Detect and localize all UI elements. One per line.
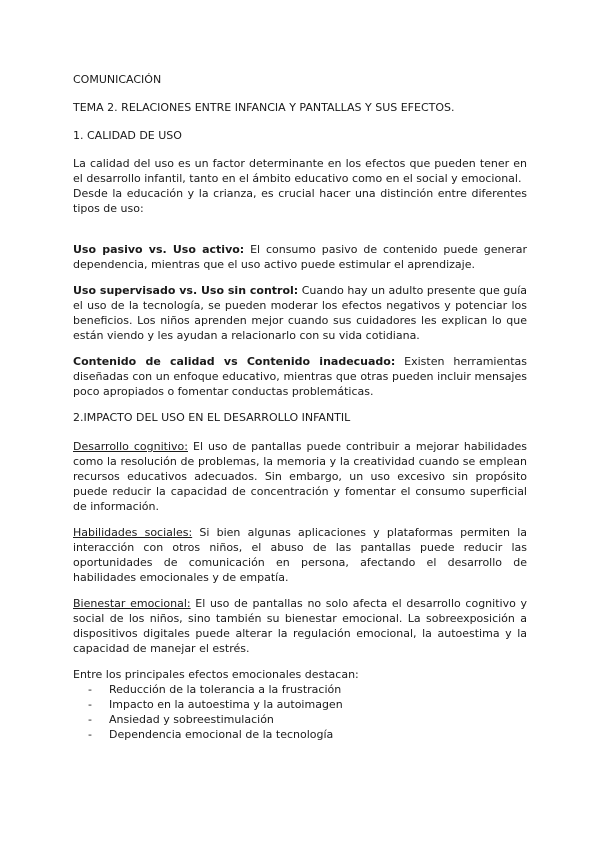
- impact-item-emotional: [73, 596, 527, 656]
- topic-title: TEMA 2. RELACIONES ENTRE INFANCIA Y PANTALLAS Y SUS EFECTOS.: [73, 101, 455, 114]
- impact-description: Si bien algunas aplicaciones y plataformas permiten la interacción con otros niños, el abuso de las pantallas puede reducir las oportunidades de comunicación en persona, afectando el desarrollo de habilidades emocionales y de empatía.: [73, 526, 527, 584]
- effects-list: [73, 682, 527, 742]
- impact-term: Bienestar emocional:: [73, 597, 191, 610]
- list-item: - Dependencia emocional de la tecnología: [88, 728, 334, 741]
- usage-description: Cuando hay un adulto presente que guía el uso de la tecnología, se pueden moderar los efectos negativos y potenciar los beneficios. Los niños aprenden mejor cuando sus cuidadores les explican lo que están viendo y les ayudan a relacionarlo con su vida cotidiana.: [73, 284, 527, 342]
- section2-title: 2.IMPACTO DEL USO EN EL DESARROLLO INFANTIL: [73, 411, 351, 424]
- list-item: - Impacto en la autoestima y la autoimagen: [88, 698, 343, 711]
- usage-term: Uso pasivo vs. Uso activo:: [73, 243, 245, 256]
- dash-bullet: -: [88, 683, 92, 696]
- impact-description: El uso de pantallas puede contribuir a mejorar habilidades como la resolución de problemas, la memoria y la creatividad cuando se emplean recursos educativos adecuados. Sin embargo, un uso excesivo sin propósito puede reducir la capacidad de concentración y fomentar el consumo superficial de información.: [73, 440, 527, 513]
- dash-bullet: -: [88, 698, 92, 711]
- section1-intro: [73, 156, 527, 216]
- impact-item-social: [73, 525, 527, 585]
- section1-title: 1. CALIDAD DE USO: [73, 129, 182, 142]
- usage-term: Uso supervisado vs. Uso sin control:: [73, 284, 299, 297]
- usage-description: El consumo pasivo de contenido puede generar dependencia, mientras que el uso activo puede estimular el aprendizaje.: [73, 243, 528, 271]
- dash-bullet: -: [88, 713, 92, 726]
- usage-term: Contenido de calidad vs Contenido inadecuado:: [73, 355, 396, 368]
- impact-item-cognitive: [73, 439, 527, 514]
- document-heading: COMUNICACIÓN: [73, 73, 162, 86]
- usage-description: Existen herramientas diseñadas con un enfoque educativo, mientras que otras pueden incluir mensajes poco apropiados o fomentar conductas problemáticas.: [73, 355, 527, 398]
- dash-bullet: -: [88, 728, 92, 741]
- impact-description: El uso de pantallas no solo afecta el desarrollo cognitivo y social de los niños, sino también su bienestar emocional. La sobreexposición a dispositivos digitales puede alterar la regulación emocional, la autoestima y la capacidad de manejar el estrés.: [73, 597, 527, 655]
- impact-term: Desarrollo cognitivo:: [73, 440, 188, 453]
- usage-item-passive-active: [73, 242, 527, 272]
- intro-paragraph-2: Desde la educación y la crianza, es crucial hacer una distinción entre diferentes tipos de uso:: [73, 187, 527, 215]
- effects-intro: Entre los principales efectos emocionales destacan:: [73, 668, 359, 681]
- impact-term: Habilidades sociales:: [73, 526, 193, 539]
- list-item: - Ansiedad y sobreestimulación: [88, 713, 274, 726]
- usage-item-supervised: [73, 283, 527, 343]
- list-item: - Reducción de la tolerancia a la frustración: [88, 683, 342, 696]
- usage-item-content-quality: [73, 354, 527, 399]
- intro-paragraph: La calidad del uso es un factor determinante en los efectos que pueden tener en el desarrollo infantil, tanto en el ámbito educativo como en el social y emocional.: [73, 157, 527, 185]
